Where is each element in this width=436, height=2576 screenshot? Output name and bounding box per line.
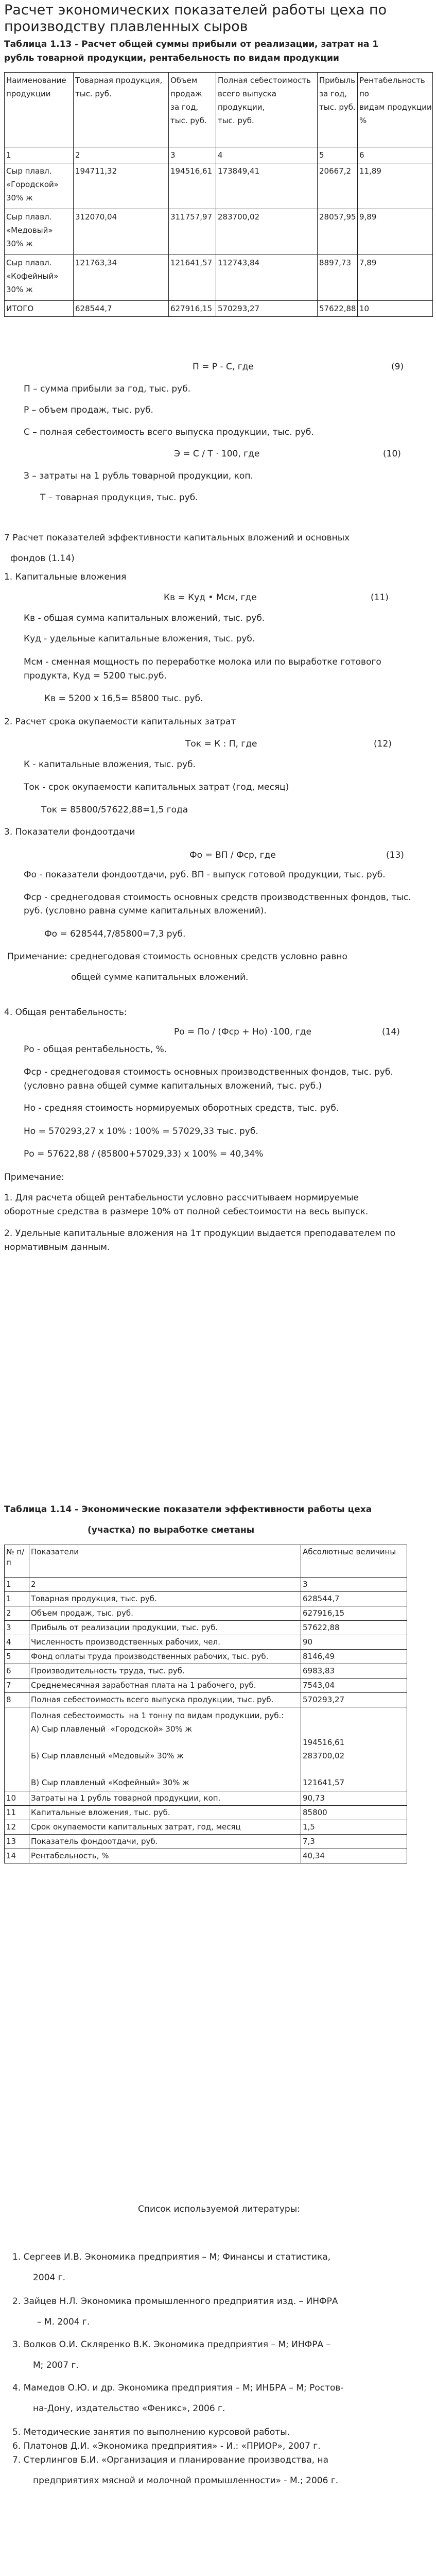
table-cell: 1 [5, 1578, 29, 1592]
subheading-payback: 2. Расчет срока окупаемости капитальных затрат [4, 717, 236, 727]
note-2-line1: 2. Удельные капитальные вложения на 1т продукции выдается преподавателем по [4, 1228, 396, 1239]
note-title: Примечание: [4, 1172, 64, 1182]
table-cell: 4 [5, 1635, 29, 1650]
table-cell: 312070,04 [74, 209, 169, 255]
subheading-profitability: 4. Общая рентабельность: [4, 1007, 127, 1018]
formula-12-def: К - капитальные вложения, тыс. руб. [24, 759, 196, 770]
table-cell: Производительность труда, тыс. руб. [29, 1664, 301, 1679]
note-13-line2: общей сумме капитальных вложений. [71, 972, 249, 982]
calc-capital-investment: Кв = 5200 х 16,5= 85800 тыс. руб. [44, 693, 203, 704]
table-cell: 14 [5, 1849, 29, 1863]
table-cell: 8146,49 [301, 1650, 407, 1664]
table-cell: Объем продаж, тыс. руб. [29, 1606, 301, 1621]
calc-profitability: Ро = 57622,88 / (85800+57029,33) х 100% = 40,34% [24, 1149, 264, 1159]
formula-14-number: (14) [382, 1027, 400, 1037]
table-cell: 57622,88 [301, 1621, 407, 1635]
table-row [5, 163, 433, 209]
table-row [5, 1820, 407, 1835]
literature-item: предприятиях мясной и молочной промышленности» - М.; 2006 г. [33, 2476, 339, 2486]
formula-11-def: продукта, Куд = 5200 тыс.руб. [24, 671, 167, 681]
table-cell: 20667,2 [318, 163, 358, 209]
table-row [5, 1835, 407, 1849]
literature-item: 7. Стерлингов Б.И. «Организация и планирование производства, на [12, 2455, 329, 2465]
table-header-row [5, 1545, 407, 1578]
formula-9-number: (9) [391, 362, 404, 372]
table-cell: 90,73 [301, 1791, 407, 1806]
table-row [5, 1849, 407, 1863]
doc-title-line1: Расчет экономических показателей работы цеха по [4, 2, 387, 18]
literature-item: 1. Сергеев И.В. Экономика предприятия – М; Финансы и статистика, [12, 2252, 331, 2262]
table-cell: 6 [5, 1664, 29, 1679]
formula-13-number: (13) [386, 850, 404, 860]
literature-item: на-Дону, издательство «Феникс», 2006 г. [33, 2403, 225, 2414]
table-row [5, 1707, 407, 1791]
table-row [5, 1650, 407, 1664]
literature-item: – М. 2004 г. [37, 2317, 90, 2327]
formula-9: П = Р - С, где [193, 362, 254, 372]
formula-13-def: Фср - среднегодовая стоимость основных средств производственных фондов, тыс. [24, 892, 411, 903]
table-header-cell: № п/п [5, 1545, 29, 1578]
note-1-line1: 1. Для расчета общей рентабельности условно рассчитываем нормируемые [4, 1193, 359, 1203]
subheading-asset-return: 3. Показатели фондоотдачи [4, 827, 135, 837]
formula-12-number: (12) [374, 739, 392, 749]
table-cell: 112743,84 [216, 255, 318, 301]
table-1-13 [4, 72, 433, 317]
table-header-cell: Показатели [29, 1545, 301, 1578]
table-cell: 8 [5, 1693, 29, 1707]
table-header-cell: Прибыль за год, тыс. руб. [318, 73, 358, 147]
table-row [5, 209, 433, 255]
table-cell: Среднемесячная заработная плата на 1 рабочего, руб. [29, 1679, 301, 1693]
table-cell: 3 [301, 1578, 407, 1592]
table-cell: 1 [5, 1592, 29, 1606]
literature-item: 6. Платонов Д.И. «Экономика предприятия» - И.: «ПРИОР», 2007 г. [12, 2441, 321, 2451]
table-cell: 7 [5, 1679, 29, 1693]
table-cell: Срок окупаемости капитальных затрат, год, месяц [29, 1820, 301, 1835]
table-cell: 10 [5, 1791, 29, 1806]
table-cell: 1,5 [301, 1820, 407, 1835]
table-cell: 5 [5, 1650, 29, 1664]
formula-11-def: Кв - общая сумма капитальных вложений, тыс. руб. [24, 613, 265, 623]
table-cell: 85800 [301, 1806, 407, 1820]
formula-14-def: Фср - среднегодовая стоимость основных производственных фондов, тыс. руб. [24, 1067, 393, 1077]
table-header-cell: Абсолютные величины [301, 1545, 407, 1578]
table-cell: 3 [169, 147, 216, 163]
formula-9-def: С – полная себестоимость всего выпуска продукции, тыс. руб. [24, 427, 314, 437]
table-cell: Полная себестоимость всего выпуска продукции, тыс. руб. [29, 1693, 301, 1707]
table-cell: 194516,61 [169, 163, 216, 209]
table-header-cell: Объем продаж за год, тыс. руб. [169, 73, 216, 147]
table-cell: 7,89 [358, 255, 433, 301]
table-cell: 6 [358, 147, 433, 163]
table-cell: Полная себестоимость на 1 тонну по видам продукции, руб.: А) Сыр плавленый «Городской» 30% ж Б) Сыр плавленый «Медовый» 30% ж В) Сыр плавленый «Кофейный» 30% ж [29, 1707, 301, 1791]
formula-11-def: Куд - удельные капитальные вложения, тыс. руб. [24, 634, 255, 644]
table-cell: 11 [5, 1806, 29, 1820]
table-cell: 2 [74, 147, 169, 163]
table-cell: 121641,57 [169, 255, 216, 301]
table-cell: 9,89 [358, 209, 433, 255]
table-cell: Рентабельность, % [29, 1849, 301, 1863]
literature-title: Список используемой литературы: [138, 2204, 300, 2214]
table-cell: 28057,95 [318, 209, 358, 255]
table-cell [5, 1707, 29, 1791]
formula-10-def: З – затраты на 1 рубль товарной продукции, коп. [24, 471, 253, 481]
table-cell: Фонд оплаты труда производственных рабочих, тыс. руб. [29, 1650, 301, 1664]
table14-caption-2: (участка) по выработке сметаны [88, 1525, 255, 1535]
table-cell: 627916,15 [169, 301, 216, 317]
table-total-row [5, 301, 433, 317]
table-row [5, 1621, 407, 1635]
table-cell: Прибыль от реализации продукции, тыс. руб. [29, 1621, 301, 1635]
section-7-heading-1: 7 Расчет показателей эффективности капитальных вложений и основных [4, 533, 350, 543]
table-cell: 173849,41 [216, 163, 318, 209]
table-cell: 194516,61 283700,02 121641,57 [301, 1707, 407, 1791]
table-header-cell: Наименование продукции [5, 73, 74, 147]
note-2-line2: нормативным данным. [4, 1242, 110, 1252]
formula-9-def: Р – объем продаж, тыс. руб. [24, 405, 153, 415]
literature-item: 2004 г. [33, 2273, 66, 2283]
table-cell: 2 [5, 1606, 29, 1621]
table-cell: 628544,7 [301, 1592, 407, 1606]
note-13-line1: Примечание: среднегодовая стоимость основных средств условно равно [7, 952, 347, 962]
formula-12-def: Ток - срок окупаемости капитальных затрат (год, месяц) [24, 782, 289, 792]
table-cell: Капитальные вложения, тыс. руб. [29, 1806, 301, 1820]
table-header-cell: Товарная продукция, тыс. руб. [74, 73, 169, 147]
table-cell: 6983,83 [301, 1664, 407, 1679]
note-1-line2: оборотные средства в размере 10% от полной себестоимости на весь выпуск. [4, 1207, 369, 1217]
formula-14: Ро = По / (Фср + Но) ·100, где [174, 1027, 311, 1037]
table-cell: Сыр плавл. «Кофейный» 30% ж [5, 255, 74, 301]
table13-caption-2: рубль товарной продукции, рентабельность по видам продукции [4, 53, 339, 63]
table-cell: ИТОГО [5, 301, 74, 317]
table-row [5, 1606, 407, 1621]
table-cell: 1 [5, 147, 74, 163]
formula-10-def: Т – товарная продукция, тыс. руб. [40, 493, 198, 503]
table-row [5, 1664, 407, 1679]
literature-item: 4. Мамедов О.Ю. и др. Экономика предприятия – М; ИНБРА – М; Ростов- [12, 2383, 344, 2393]
table-cell: 194711,32 [74, 163, 169, 209]
literature-item: 2. Зайцев Н.Л. Экономика промышленного предприятия изд. – ИНФРА [12, 2296, 338, 2307]
table-cell: 4 [216, 147, 318, 163]
table-cell: 283700,02 [216, 209, 318, 255]
table-cell: Затраты на 1 рубль товарной продукции, коп. [29, 1791, 301, 1806]
table-row [5, 1592, 407, 1606]
formula-13-def: руб. (условно равна сумме капитальных вложений). [24, 906, 267, 916]
table-row [5, 1693, 407, 1707]
literature-item: 3. Волков О.И. Скляренко В.К. Экономика предприятия – М; ИНФРА – [12, 2340, 331, 2350]
calc-payback: Ток = 85800/57622,88=1,5 года [41, 805, 188, 815]
literature-item: М; 2007 г. [33, 2360, 79, 2370]
section-7-heading-2: фондов (1.14) [10, 553, 75, 564]
formula-13: Фо = ВП / Фср, где [189, 850, 276, 860]
table-cell: 8897,73 [318, 255, 358, 301]
doc-title-line2: производству плавленных сыров [4, 19, 248, 35]
formula-14-def: Но - средняя стоимость нормируемых оборотных средств, тыс. руб. [24, 1103, 339, 1113]
table14-caption-1: Таблица 1.14 - Экономические показатели эффективности работы цеха [4, 1504, 372, 1515]
table-number-row [5, 1578, 407, 1592]
table-cell: 57622,88 [318, 301, 358, 317]
table13-caption-1: Таблица 1.13 - Расчет общей суммы прибыли от реализации, затрат на 1 [4, 39, 379, 49]
table-row [5, 1679, 407, 1693]
table-cell: Сыр плавл. «Медовый» 30% ж [5, 209, 74, 255]
formula-11-def: Мсм - сменная мощность по переработке молока или по выработке готового [24, 657, 381, 667]
formula-11: Кв = Куд • Мсм, где [164, 592, 257, 603]
table-cell: 10 [358, 301, 433, 317]
table-cell: 627916,15 [301, 1606, 407, 1621]
table-header-cell: Рентабельность по видам продукции % [358, 73, 433, 147]
formula-14-def: (условно равна общей сумме капитальных вложений, тыс. руб.) [24, 1081, 322, 1091]
table-cell: 90 [301, 1635, 407, 1650]
table-cell: Сыр плавл. «Городской» 30% ж [5, 163, 74, 209]
table-cell: 570293,27 [301, 1693, 407, 1707]
subheading-capital-investment: 1. Капитальные вложения [4, 572, 127, 582]
formula-10: Э = С / Т · 100, где [174, 449, 260, 459]
table-cell: 570293,27 [216, 301, 318, 317]
table-cell: Товарная продукция, тыс. руб. [29, 1592, 301, 1606]
table-cell: 311757,97 [169, 209, 216, 255]
table-cell: 13 [5, 1835, 29, 1849]
table-number-row [5, 147, 433, 163]
formula-14-def: Ро - общая рентабельность, %. [24, 1044, 167, 1055]
table-row [5, 1806, 407, 1820]
table-row [5, 1635, 407, 1650]
table-cell: 7543,04 [301, 1679, 407, 1693]
table-cell: 12 [5, 1820, 29, 1835]
table-cell: 3 [5, 1621, 29, 1635]
table-cell: 5 [318, 147, 358, 163]
table-cell: 121763,34 [74, 255, 169, 301]
table-cell: 7,3 [301, 1835, 407, 1849]
table-row [5, 255, 433, 301]
formula-9-def: П – сумма прибыли за год, тыс. руб. [24, 384, 191, 394]
table-header-cell: Полная себестоимость всего выпуска продукции, тыс. руб. [216, 73, 318, 147]
formula-12: Ток = К : П, где [185, 739, 257, 749]
table-row [5, 1791, 407, 1806]
literature-item: 5. Методические занятия по выполнению курсовой работы. [12, 2427, 290, 2437]
calc-working-capital: Но = 570293,27 х 10% : 100% = 57029,33 тыс. руб. [24, 1126, 258, 1137]
table-1-14 [4, 1545, 407, 1863]
table-cell: 628544,7 [74, 301, 169, 317]
calc-asset-return: Фо = 628544,7/85800=7,3 руб. [44, 929, 186, 939]
table-header-row [5, 73, 433, 147]
formula-13-def: Фо - показатели фондоотдачи, руб. ВП - выпуск готовой продукции, тыс. руб. [24, 870, 386, 880]
formula-11-number: (11) [371, 592, 389, 603]
table-cell: 40,34 [301, 1849, 407, 1863]
table-cell: Показатель фондоотдачи, руб. [29, 1835, 301, 1849]
table-cell: Численность производственных рабочих, чел. [29, 1635, 301, 1650]
table-cell: 2 [29, 1578, 301, 1592]
formula-10-number: (10) [383, 449, 401, 459]
table-cell: 11,89 [358, 163, 433, 209]
